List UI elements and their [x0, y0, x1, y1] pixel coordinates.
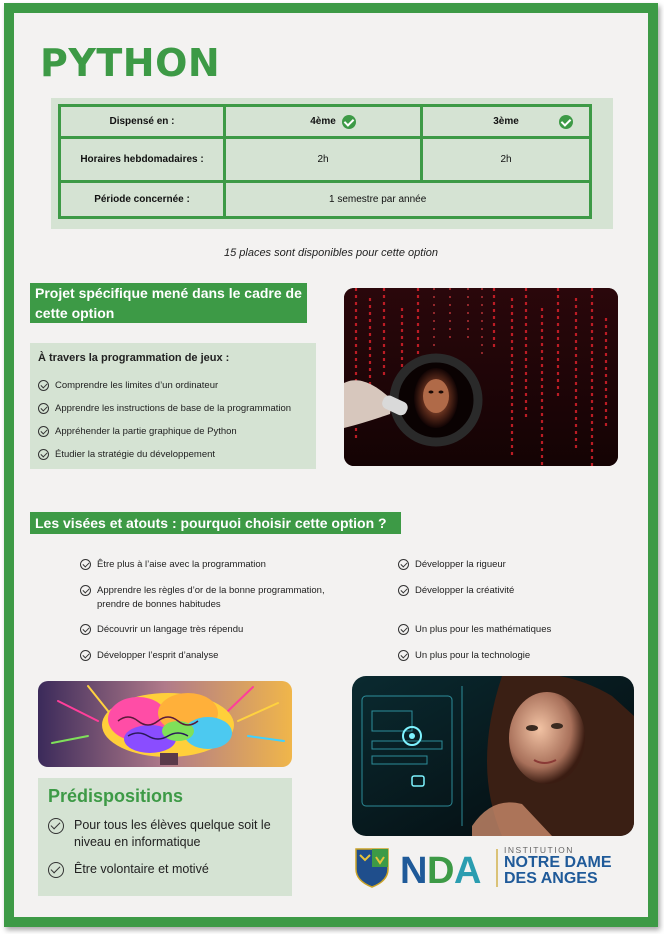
list-item: Être plus à l’aise avec la programmation [80, 558, 266, 572]
logo-letter-a: A [454, 850, 482, 889]
check-circle-icon [80, 585, 91, 596]
project-intro: À travers la programmation de jeux : [38, 352, 230, 364]
girl-computer-image [352, 676, 634, 836]
page-title: PYTHON [40, 41, 221, 85]
table-label-periode: Période concernée : [60, 182, 225, 218]
list-item: Pour tous les élèves quelque soit le niveau en informatique [48, 817, 282, 851]
logo-letter-n: N [400, 850, 428, 889]
check-circle-icon [38, 449, 49, 460]
list-item: Développer l’esprit d’analyse [80, 649, 218, 663]
list-item: Découvrir un langage très répendu [80, 623, 243, 637]
matrix-magnifier-image [344, 288, 618, 466]
list-item: Développer la rigueur [398, 558, 506, 572]
table-row [60, 138, 591, 182]
check-circle-icon [38, 380, 49, 391]
list-item: Appréhender la partie graphique de Python [38, 420, 308, 443]
table-cell-4eme: 4ème [225, 106, 422, 138]
list-item: Étudier la stratégie du développement [38, 443, 308, 466]
check-circle-icon [38, 426, 49, 437]
check-circle-icon [48, 818, 64, 834]
check-circle-icon [80, 624, 91, 635]
check-circle-icon [398, 559, 409, 570]
table-row [60, 182, 591, 218]
places-note: 15 places sont disponibles pour cette option [223, 247, 439, 259]
table-label-horaires: Horaires hebdomadaires : [60, 138, 225, 182]
check-circle-icon [398, 585, 409, 596]
table-cell-hours-4eme: 2h [225, 138, 422, 182]
list-item: Être volontaire et motivé [48, 861, 282, 878]
check-circle-icon [80, 650, 91, 661]
logo-institution-label: INSTITUTION [504, 845, 574, 855]
info-table-panel [51, 98, 613, 229]
table-row [60, 106, 591, 138]
check-circle-icon [398, 650, 409, 661]
crest-icon [356, 849, 388, 887]
check-circle-icon [342, 115, 356, 129]
table-cell-hours-3eme: 2h [422, 138, 591, 182]
logo-text [504, 845, 612, 887]
project-heading: Projet spécifique mené dans le cadre de cette option [30, 283, 307, 323]
nda-logo-mark [354, 845, 504, 889]
list-item: Un plus pour les mathématiques [398, 623, 551, 637]
poster-page [4, 3, 658, 927]
check-circle-icon [38, 403, 49, 414]
project-box [30, 343, 316, 469]
logo-name-line2: DES ANGES [504, 870, 598, 887]
institution-logo [354, 845, 634, 889]
colorful-brain-image [38, 681, 292, 767]
advantages-heading: Les visées et atouts : pourquoi choisir cette option ? [30, 512, 401, 534]
predispositions-title: Prédispositions [48, 786, 184, 806]
info-table [58, 104, 592, 219]
check-circle-icon [48, 862, 64, 878]
check-circle-icon [398, 624, 409, 635]
list-item: Comprendre les limites d’un ordinateur [38, 374, 308, 397]
table-cell-3eme: 3ème [422, 106, 591, 138]
check-circle-icon [80, 559, 91, 570]
list-item: Un plus pour la technologie [398, 649, 530, 663]
logo-name-line1: NOTRE DAME [504, 854, 612, 871]
list-item: Apprendre les instructions de base de la programmation [38, 397, 308, 420]
table-label-dispense: Dispensé en : [60, 106, 225, 138]
check-circle-icon [559, 115, 573, 129]
list-item: Développer la créativité [398, 584, 514, 598]
list-item: Apprendre les règles d’or de la bonne programmation, prendre de bonnes habitudes [80, 584, 325, 612]
table-cell-periode: 1 semestre par année [225, 182, 591, 218]
predispositions-box [38, 778, 292, 896]
logo-letter-d: D [427, 850, 455, 889]
